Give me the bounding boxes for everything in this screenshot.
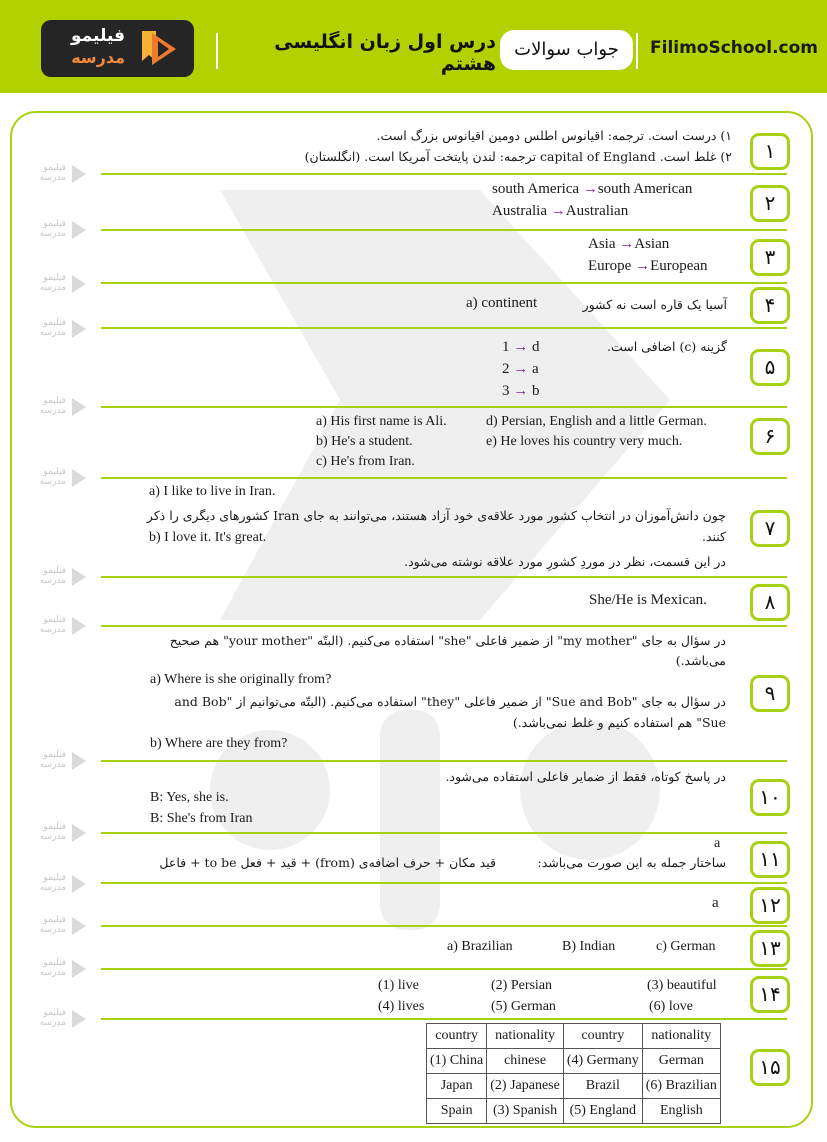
- q11-answer: a: [714, 836, 721, 851]
- question-number-5: ۵: [750, 349, 790, 386]
- q6-answer-a: a) His first name is Ali.: [316, 414, 447, 429]
- side-watermark: فیلیمو مدرسه: [26, 566, 96, 590]
- table-header: nationality: [642, 1024, 720, 1049]
- side-watermark: فیلیمو مدرسه: [26, 396, 96, 420]
- header-bar: [0, 0, 827, 93]
- logo-text-madrese: مدرسه: [71, 48, 125, 67]
- q5-pair: 1 → d: [502, 339, 540, 355]
- arrow-right-icon: →: [550, 203, 566, 219]
- q9-note2: در سؤال به جای "Sue and Bob" از ضمیر فاعلی "they" استفاده می‌کنیم. (البتّه می‌توانیم از "and Bob: [174, 694, 726, 709]
- side-watermark: فیلیمو مدرسه: [26, 219, 96, 243]
- q5-pair: 3 → b: [502, 383, 540, 399]
- row-divider: [101, 925, 787, 927]
- play-icon: [72, 875, 86, 893]
- q12-answer: a: [712, 895, 719, 911]
- row-divider: [101, 1018, 787, 1020]
- row-divider: [101, 968, 787, 970]
- site-link[interactable]: FilimoSchool.com: [650, 38, 819, 58]
- row-divider: [101, 477, 787, 479]
- table-cell: (6) Brazilian: [642, 1074, 720, 1099]
- q11-note: ساختار جمله به این صورت می‌باشد:: [537, 855, 726, 870]
- table-cell: Brazil: [563, 1074, 642, 1099]
- table-cell: Japan: [427, 1074, 487, 1099]
- q2-pair: Australia →Australian: [492, 203, 629, 219]
- q6-answer-e: e) He loves his country very much.: [486, 434, 683, 449]
- arrow-right-icon: →: [513, 383, 529, 399]
- q10-line2: B: She's from Iran: [150, 811, 253, 826]
- table-cell: chinese: [487, 1049, 564, 1074]
- side-watermark: فیلیمو مدرسه: [26, 615, 96, 639]
- arrow-right-icon: →: [635, 258, 651, 274]
- play-icon: [72, 320, 86, 338]
- table-cell: (3) Spanish: [487, 1099, 564, 1124]
- row-divider: [101, 406, 787, 408]
- q14-answer-6: (6) love: [649, 999, 693, 1014]
- q6-answer-b: b) He's a student.: [316, 434, 413, 449]
- table-header: country: [427, 1024, 487, 1049]
- q6-answer-c: c) He's from Iran.: [316, 454, 415, 469]
- table-cell: (4) Germany: [563, 1049, 642, 1074]
- side-watermark: فیلیمو مدرسه: [26, 273, 96, 297]
- side-watermark: فیلیمو مدرسه: [26, 958, 96, 982]
- q7-answer-b: b) I love it. It's great.: [149, 530, 267, 545]
- answers-pill: جواب سوالات: [500, 30, 633, 70]
- side-watermark: فیلیمو مدرسه: [26, 822, 96, 846]
- side-watermark: فیلیمو مدرسه: [26, 318, 96, 342]
- question-number-12: ۱۲: [750, 887, 790, 924]
- q3-pair: Europe →European: [588, 258, 708, 274]
- q13-answer-a: a) Brazilian: [447, 939, 513, 954]
- q8-answer: She/He is Mexican.: [589, 592, 707, 608]
- table-row: [427, 1099, 721, 1124]
- question-number-3: ۳: [750, 239, 790, 276]
- play-icon: [72, 917, 86, 935]
- q14-answer-3: (3) beautiful: [647, 978, 717, 993]
- arrow-right-icon: →: [513, 361, 529, 377]
- q9-note1: در سؤال به جای "my mother" از ضمیر فاعلی "she" استفاده می‌کنیم. (البتّه "your mother" هم صحیح: [169, 633, 726, 648]
- row-divider: [101, 832, 787, 834]
- q9-note2-cont: Sue" هم استفاده کنیم و غلط نمی‌باشد.): [512, 715, 726, 730]
- table-cell: German: [642, 1049, 720, 1074]
- q1-line1: ۱) درست است. ترجمه: اقیانوس اطلس دومین اقیانوس بزرگ است.: [376, 128, 732, 143]
- table-cell: English: [642, 1099, 720, 1124]
- side-watermark: فیلیمو مدرسه: [26, 915, 96, 939]
- q4-note: آسیا یک قاره است نه کشور: [582, 297, 727, 312]
- question-number-1: ۱: [750, 133, 790, 170]
- question-number-2: ۲: [750, 185, 790, 222]
- q13-answer-b: B) Indian: [562, 939, 616, 954]
- question-number-9: ۹: [750, 675, 790, 712]
- q9-note1-cont: می‌باشد.): [675, 653, 726, 668]
- filimo-school-logo[interactable]: [41, 20, 194, 77]
- row-divider: [101, 282, 787, 284]
- question-number-14: ۱۴: [750, 976, 790, 1013]
- play-icon: [72, 824, 86, 842]
- table-cell: Spain: [427, 1099, 487, 1124]
- row-divider: [101, 882, 787, 884]
- table-cell: (5) England: [563, 1099, 642, 1124]
- q11-formula: قید مکان + حرف اضافه‌ی (from) + قید + فعل to be + فاعل: [159, 855, 496, 870]
- q14-answer-1: (1) live: [378, 978, 419, 993]
- table-cell: (1) China: [427, 1049, 487, 1074]
- q4-answer: a) continent: [466, 295, 538, 311]
- nationality-table: [426, 1023, 721, 1124]
- question-number-13: ۱۳: [750, 930, 790, 967]
- q7-note1: چون دانش‌آموزان در انتخاب کشور مورد علاقه‌ی خود آزاد هستند، می‌توانند به جای Iran کشورهای دیگری را ذکر: [146, 508, 726, 523]
- side-watermark: فیلیمو مدرسه: [26, 467, 96, 491]
- header-separator: [216, 33, 218, 69]
- play-icon: [72, 165, 86, 183]
- row-divider: [101, 229, 787, 231]
- row-divider: [101, 625, 787, 627]
- q14-answer-5: (5) German: [491, 999, 556, 1014]
- q3-pair: Asia →Asian: [588, 236, 670, 252]
- q14-answer-2: (2) Persian: [491, 978, 553, 993]
- q5-pair: 2 → a: [502, 361, 539, 377]
- play-bookmark-icon: [138, 29, 180, 69]
- row-divider: [101, 576, 787, 578]
- table-header: country: [563, 1024, 642, 1049]
- question-number-8: ۸: [750, 584, 790, 621]
- q10-line1: B: Yes, she is.: [150, 790, 229, 805]
- play-icon: [72, 960, 86, 978]
- play-icon: [72, 398, 86, 416]
- table-row: [427, 1049, 721, 1074]
- play-icon: [72, 1010, 86, 1028]
- logo-text-filimo: فیلیمو: [70, 26, 125, 46]
- q14-answer-4: (4) lives: [378, 999, 425, 1014]
- side-watermark: فیلیمو مدرسه: [26, 873, 96, 897]
- question-number-7: ۷: [750, 510, 790, 547]
- question-number-4: ۴: [750, 287, 790, 324]
- question-number-15: ۱۵: [750, 1049, 790, 1086]
- q10-note: در پاسخ کوتاه، فقط از ضمایر فاعلی استفاده می‌شود.: [445, 769, 726, 784]
- q6-answer-d: d) Persian, English and a little German.: [486, 414, 707, 429]
- page-title: درس اول زبان انگلیسی هشتم: [274, 31, 496, 75]
- q7-note1-cont: کنند.: [701, 529, 726, 544]
- q2-pair: south America →south American: [492, 181, 693, 197]
- q7-note2: در این قسمت، نظر در موردِ کشورِ مورد علاقه نوشته می‌شود.: [404, 554, 726, 569]
- play-icon: [72, 469, 86, 487]
- arrow-right-icon: →: [513, 339, 529, 355]
- row-divider: [101, 760, 787, 762]
- q5-note: گزینه (c) اضافی است.: [607, 339, 727, 354]
- row-divider: [101, 173, 787, 175]
- q9-answer-b: b) Where are they from?: [150, 736, 288, 751]
- side-watermark: فیلیمو مدرسه: [26, 750, 96, 774]
- table-cell: (2) Japanese: [487, 1074, 564, 1099]
- question-number-6: ۶: [750, 418, 790, 455]
- q13-answer-c: c) German: [656, 939, 716, 954]
- table-header-row: [427, 1024, 721, 1049]
- play-icon: [72, 221, 86, 239]
- q1-line2: ۲) غلط است. capital of England ترجمه: لندن پایتخت آمریکا است. (انگلستان): [304, 149, 732, 164]
- arrow-right-icon: →: [582, 181, 598, 197]
- table-header: nationality: [487, 1024, 564, 1049]
- question-number-10: ۱۰: [750, 779, 790, 816]
- question-number-11: ۱۱: [750, 841, 790, 878]
- header-separator: [636, 33, 638, 69]
- side-watermark: فیلیمو مدرسه: [26, 1008, 96, 1032]
- play-icon: [72, 275, 86, 293]
- row-divider: [101, 327, 787, 329]
- play-icon: [72, 568, 86, 586]
- play-icon: [72, 617, 86, 635]
- side-watermark: فیلیمو مدرسه: [26, 163, 96, 187]
- play-icon: [72, 752, 86, 770]
- q7-answer-a: a) I like to live in Iran.: [149, 484, 276, 499]
- table-row: [427, 1074, 721, 1099]
- q9-answer-a: a) Where is she originally from?: [150, 672, 332, 687]
- arrow-right-icon: →: [619, 236, 635, 252]
